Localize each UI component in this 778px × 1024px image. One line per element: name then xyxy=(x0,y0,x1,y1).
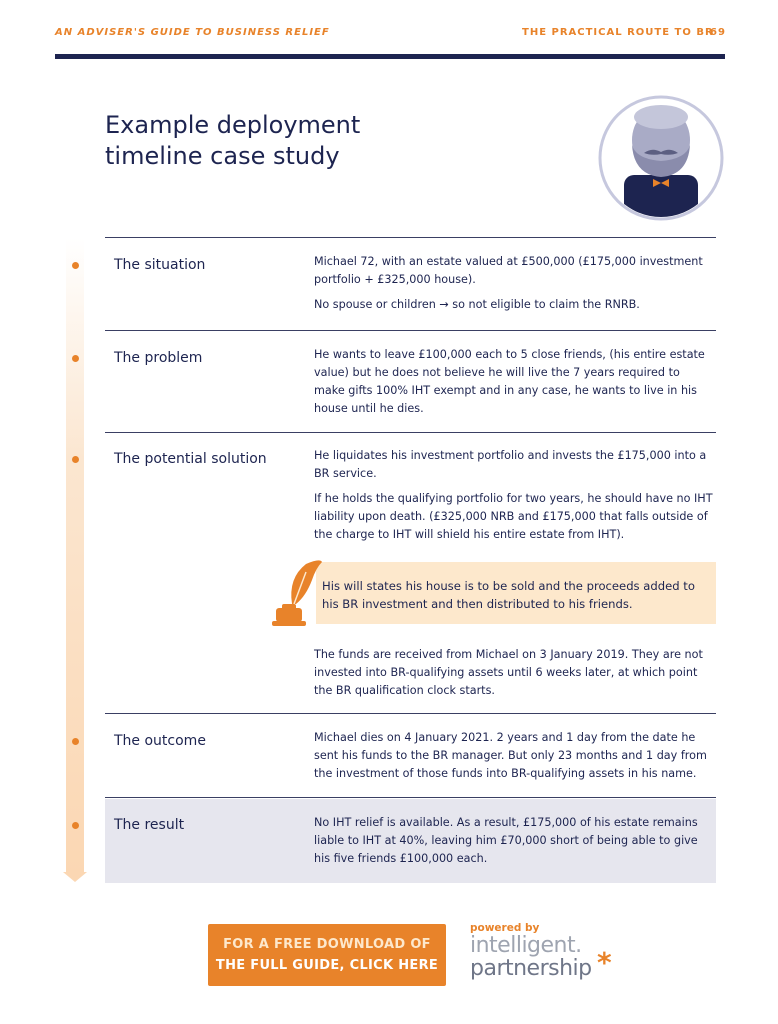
logo-word-intelligent[interactable]: intelligent. xyxy=(470,933,582,958)
row-divider xyxy=(105,713,716,714)
powered-by-label: powered by xyxy=(470,922,540,934)
solution-paragraph: He liquidates his investment portfolio and invests the £175,000 into a BR service. xyxy=(314,449,707,480)
row-text-solution xyxy=(314,447,714,551)
page-number: 69 xyxy=(710,27,726,38)
row-label-outcome: The outcome xyxy=(114,733,206,749)
header-rule xyxy=(55,54,725,59)
timeline-arrow-icon xyxy=(63,872,87,882)
title-line-2: timeline case study xyxy=(105,142,340,170)
row-text-outcome xyxy=(314,729,714,790)
running-header-right: THE PRACTICAL ROUTE TO BR xyxy=(522,27,714,38)
outcome-paragraph: Michael dies on 4 January 2021. 2 years and 1 day from the date he sent his funds to the BR manager. But only 23 months and 1 day from the investment of those funds into BR-qualifying assets in his name. xyxy=(314,731,707,780)
timeline-dot xyxy=(72,456,79,463)
logo-star-icon: * xyxy=(597,946,612,979)
timeline-dot xyxy=(72,738,79,745)
row-label-result: The result xyxy=(114,817,185,833)
row-text-situation xyxy=(314,253,714,321)
row-divider xyxy=(105,432,716,433)
row-divider xyxy=(105,797,716,798)
timeline-dot xyxy=(72,262,79,269)
situation-paragraph: No spouse or children → so not eligible to claim the RNRB. xyxy=(314,298,640,311)
row-label-situation: The situation xyxy=(114,257,206,273)
timeline-dot xyxy=(72,822,79,829)
cta-line-1: FOR A FREE DOWNLOAD OF xyxy=(223,937,431,952)
page-title xyxy=(105,110,360,172)
solution-paragraph: If he holds the qualifying portfolio for two years, he should have no IHT liability upon death. (£325,000 NRB and £175,000 that falls outside of the charge to IHT will shield his entire estate from IHT). xyxy=(314,492,713,541)
row-label-problem: The problem xyxy=(114,350,203,366)
cta-line-2: THE FULL GUIDE, CLICK HERE xyxy=(215,958,439,973)
quill-inkpot-icon xyxy=(266,558,326,628)
avatar-icon xyxy=(598,95,724,221)
timeline-bar xyxy=(66,238,84,874)
situation-paragraph: Michael 72, with an estate valued at £500,000 (£175,000 investment portfolio + £325,000 house). xyxy=(314,255,703,286)
row-text-result xyxy=(314,814,714,875)
solution-after-text: The funds are received from Michael on 3 January 2019. They are not invested into BR-qualifying assets until 6 weeks later, at which point the BR qualification clock starts. xyxy=(314,648,703,697)
row-label-solution: The potential solution xyxy=(114,451,267,467)
timeline-dot xyxy=(72,355,79,362)
row-text-problem xyxy=(314,346,714,425)
result-paragraph: No IHT relief is available. As a result, £175,000 of his estate remains liable to IHT at 40%, leaving him £70,000 short of being able to give his five friends £100,000 each. xyxy=(314,816,698,865)
title-line-1: Example deployment xyxy=(105,111,361,139)
problem-paragraph: He wants to leave £100,000 each to 5 close friends, (his entire estate value) but he does not believe he will live the 7 years required to make gifts 100% IHT exempt and in any case, he wants to live in his house until he dies. xyxy=(314,348,705,415)
highlight-text: His will states his house is to be sold and the proceeds added to his BR investment and then distributed to his friends. xyxy=(322,579,695,611)
download-guide-button[interactable] xyxy=(208,924,446,986)
row-divider xyxy=(105,237,716,238)
row-divider xyxy=(105,330,716,331)
running-header-left: AN ADVISER'S GUIDE TO BUSINESS RELIEF xyxy=(55,27,330,38)
logo-word-partnership[interactable]: partnership xyxy=(470,956,592,981)
